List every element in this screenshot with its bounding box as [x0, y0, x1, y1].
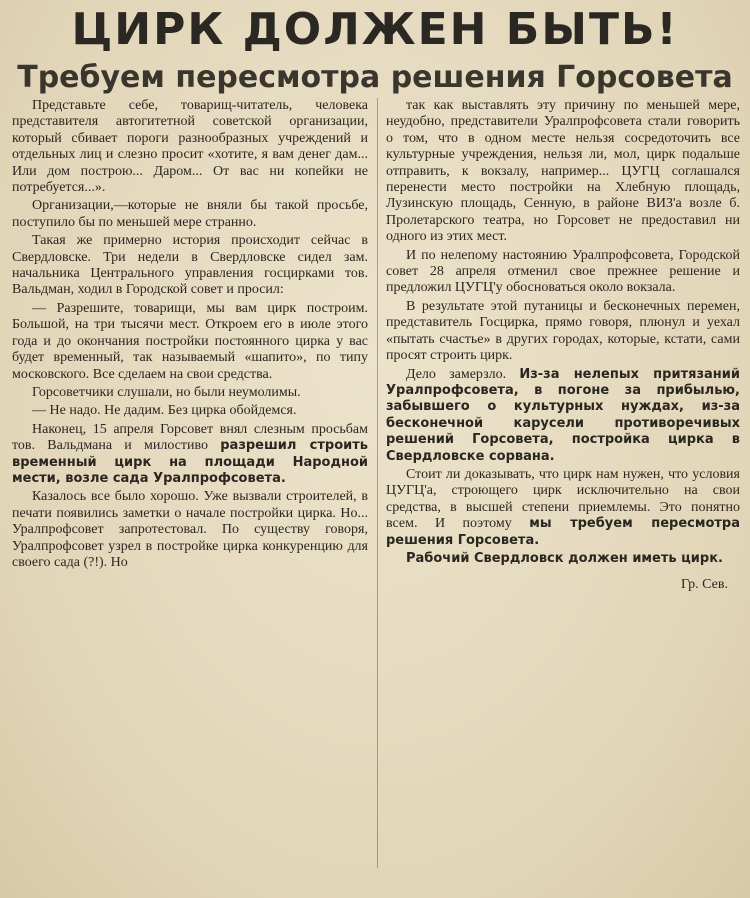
paragraph: Представьте себе, товарищ-читатель, человека представителя автогитетной советской организации, который сбивает пороги разнообразных учреждений и отдельных лиц и слезно просит «хотите, я вам денег дам... Или дом построю... Даром... От вас ни копейки не потребуется...». [12, 98, 368, 196]
subheadline: Требуем пересмотра решения Горсовета [17, 60, 733, 95]
paragraph: В результате этой путаницы и бесконечных перемен, представитель Госцирка, прямо говоря, плюнул и уехал «пытать счастье» в других городах, которые, кстати, сами просят строить цирк. [386, 298, 740, 364]
headline: ЦИРК ДОЛЖЕН БЫТЬ! [71, 4, 679, 55]
bold-text: разрешил строить временный цирк на площади Народной мести, возле сада Уралпрофсовета. [12, 438, 368, 486]
column-divider [377, 98, 378, 868]
bold-text: мы требуем пересмотра решения Горсовета. [386, 516, 740, 548]
closing-statement: Рабочий Свердловск должен иметь цирк. [406, 550, 723, 566]
paragraph-text: Дело замерзло. [406, 366, 507, 382]
paragraph: — Не надо. Не дадим. Без цирка обойдемся. [32, 403, 297, 419]
paragraph: Горсоветчики слушали, но были неумолимы. [32, 384, 301, 400]
paragraph: Такая же примерно история происходит сейчас в Свердловске. Три недели в Свердловске сидел зам. начальника Центрального управления госцирками тов. Вальдман, ходил в Городской совет и просил: [12, 233, 368, 298]
right-column [386, 98, 740, 892]
paragraph-text: Наконец, 15 апреля Горсовет внял слезным просьбам тов. Вальдмана и милостиво [12, 421, 368, 454]
paragraph: И по нелепому настоянию Уралпрофсовета, Городской совет 28 апреля отменил свое прежнее решение и предложил ЦУГЦ'у обосноваться около вокзала. [386, 247, 740, 296]
paragraph: Казалось все было хорошо. Уже вызвали строителей, в печати появились заметки о начале постройки цирка. Но... Уралпрофсовет запротестовал. По существу говоря, Уралпрофсовет узрел в постройке цирка конкуренцию для своего сада (?!). Но [12, 489, 368, 570]
paragraph [12, 422, 368, 488]
paragraph [386, 367, 740, 465]
paragraph [386, 467, 740, 549]
bold-text: Из-за нелепых притязаний Уралпрофсовета, в погоне за прибылью, забывшего о культурных нуждах, из-за бесконечной карусели противоречивых решений Горсовета, постройка цирка в Свердловске сорвана. [386, 366, 740, 464]
author-signature: Гр. Сев. [680, 577, 728, 593]
paragraph: — Разрешите, товарищи, мы вам цирк построим. Большой, на три тысячи мест. Откроем его в июле этого года и до окончания постройки постоянного цирка у вас будет временный, так называемый «шапито», по типу московского. Все сделаем на свои средства. [12, 300, 368, 382]
paragraph-text: Стоит ли доказывать, что цирк нам нужен, что условия ЦУГЦ'а, строющего цирк исключительно на свои средства, в высшей степени приемлемы. Это понятно всем. И поэтому [386, 466, 740, 532]
article-body [12, 98, 740, 892]
paragraph: Организации,—которые не вняли бы такой просьбе, поступило бы по меньшей мере странно. [12, 198, 368, 230]
paragraph: так как выставлять эту причину по меньшей мере, неудобно, представители Уралпрофсовета стали говорить о том, что в одном месте нельзя сосредоточить все культурные учреждения, нельзя ли, мол, цирк подальше отправить, к вокзалу, например... ЦУГЦ соглашался перенести место постройки на Хлебную площадь, Лузинскую площадь, Сенную, в районе ВИЗ'а возле б. Пролетарского театра, но Горсовет не предоставил ни одного из этих мест. [386, 98, 740, 245]
left-column [12, 98, 368, 892]
